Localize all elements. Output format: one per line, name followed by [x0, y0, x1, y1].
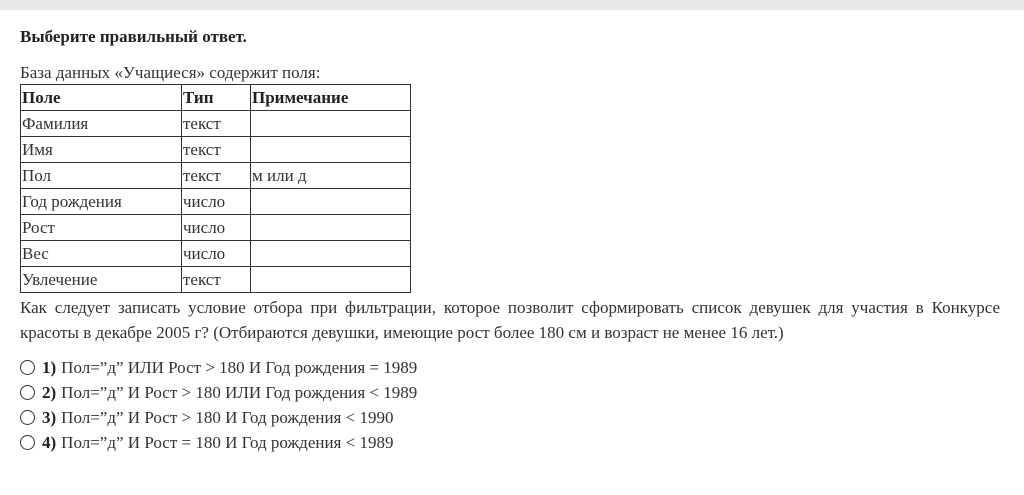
cell-note: м или д — [251, 163, 411, 189]
cell-type: число — [182, 215, 251, 241]
table-row — [21, 267, 411, 293]
table-row — [21, 111, 411, 137]
answer-option-2[interactable] — [20, 380, 1000, 405]
cell-type: число — [182, 241, 251, 267]
answer-option-4[interactable] — [20, 430, 1000, 455]
table-row — [21, 241, 411, 267]
radio-button-icon[interactable] — [20, 385, 35, 400]
instruction-text: Выберите правильный ответ. — [20, 27, 247, 46]
cell-note — [251, 189, 411, 215]
cell-field: Вес — [21, 241, 182, 267]
question-block — [20, 24, 1000, 455]
table-row — [21, 137, 411, 163]
question-text: Как следует записать условие отбора при фильтрации, которое позволит сформировать список девушек для участия в Конкурсе красоты в декабре 2005 г? (Отбираются девушки, имеющие рост более 180 см и возраст не менее 16 лет.) — [20, 298, 1000, 342]
table-row — [21, 163, 411, 189]
cell-note — [251, 215, 411, 241]
option-text: Пол=”д” ИЛИ Рост > 180 И Год рождения = 1989 — [61, 357, 418, 377]
cell-type: текст — [182, 111, 251, 137]
cell-type: текст — [182, 267, 251, 293]
header-field: Поле — [21, 85, 182, 111]
option-text: Пол=”д” И Рост > 180 И Год рождения < 1990 — [61, 407, 394, 427]
intro-text: База данных «Учащиеся» содержит поля: — [20, 63, 321, 82]
radio-button-icon[interactable] — [20, 360, 35, 375]
option-text: Пол=”д” И Рост = 180 И Год рождения < 1989 — [61, 432, 394, 452]
cell-field: Фамилия — [21, 111, 182, 137]
answer-option-3[interactable] — [20, 405, 1000, 430]
cell-field: Пол — [21, 163, 182, 189]
cell-note — [251, 137, 411, 163]
option-number: 4) — [42, 432, 57, 452]
fields-table — [20, 84, 411, 293]
option-text: Пол=”д” И Рост > 180 ИЛИ Год рождения < 1989 — [61, 382, 418, 402]
radio-button-icon[interactable] — [20, 410, 35, 425]
cell-type: текст — [182, 137, 251, 163]
cell-field: Имя — [21, 137, 182, 163]
option-number: 3) — [42, 407, 57, 427]
cell-type: число — [182, 189, 251, 215]
cell-note — [251, 241, 411, 267]
answer-option-1[interactable] — [20, 355, 1000, 380]
top-bar — [0, 0, 1024, 10]
option-number: 1) — [42, 357, 57, 377]
cell-type: текст — [182, 163, 251, 189]
header-note: Примечание — [251, 85, 411, 111]
table-header-row — [21, 85, 411, 111]
answer-options — [20, 355, 1000, 455]
radio-button-icon[interactable] — [20, 435, 35, 450]
option-number: 2) — [42, 382, 57, 402]
cell-field: Увлечение — [21, 267, 182, 293]
table-row — [21, 189, 411, 215]
header-type: Тип — [182, 85, 251, 111]
cell-field: Год рождения — [21, 189, 182, 215]
table-row — [21, 215, 411, 241]
cell-note — [251, 111, 411, 137]
cell-field: Рост — [21, 215, 182, 241]
cell-note — [251, 267, 411, 293]
